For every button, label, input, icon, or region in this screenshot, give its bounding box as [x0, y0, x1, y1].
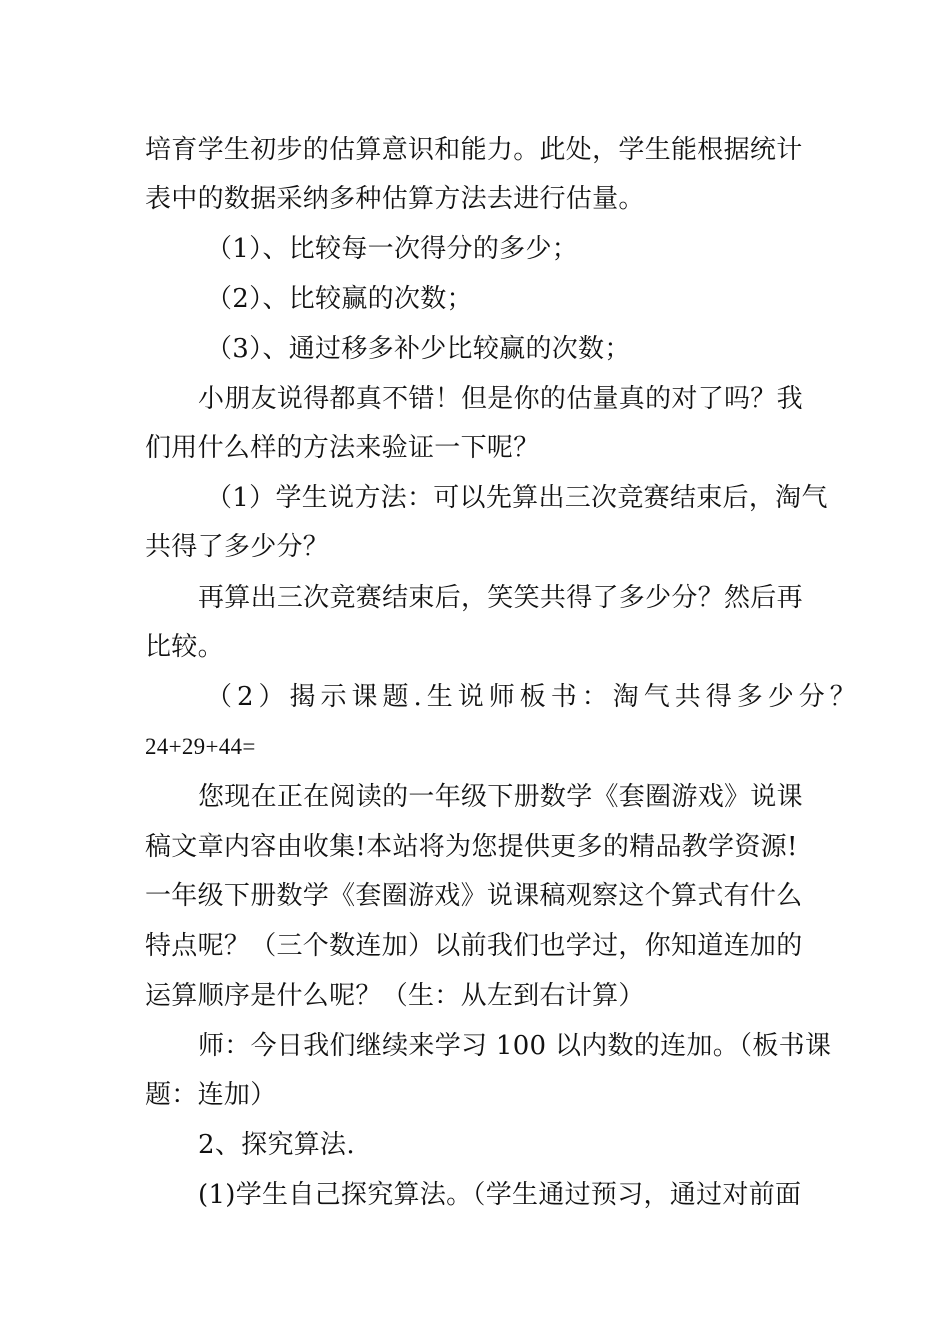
text-line: 比较。 — [145, 632, 224, 662]
text-line: 运算顺序是什么呢？（生：从左到右计算） — [145, 981, 645, 1011]
text-line: （2）揭示课题.生说师板书：淘气共得多少分？ — [206, 682, 861, 712]
text-line: （1）学生说方法：可以先算出三次竞赛结束后，淘气 — [206, 483, 828, 513]
text-line: 稿文章内容由收集!本站将为您提供更多的精品教学资源! — [145, 832, 798, 862]
text-line: 小朋友说得都真不错！但是你的估量真的对了吗？我 — [198, 384, 803, 414]
list-item: （2）、比较赢的次数； — [206, 284, 473, 314]
list-item: （3）、通过移多补少比较赢的次数； — [206, 334, 631, 364]
text-line: 师：今日我们继续来学习 100 以内数的连加。（板书课 — [198, 1031, 832, 1061]
text-line: 表中的数据采纳多种估算方法去进行估量。 — [145, 184, 645, 214]
section-heading: 2、探究算法. — [198, 1130, 355, 1160]
text-line: 特点呢？（三个数连加）以前我们也学过，你知道连加的 — [145, 931, 803, 961]
text-line: 培育学生初步的估算意识和能力。此处，学生能根据统计 — [145, 135, 803, 165]
text-line: (1)学生自己探究算法。（学生通过预习，通过对前面 — [198, 1180, 802, 1210]
text-line: 一年级下册数学《套圈游戏》说课稿观察这个算式有什么 — [145, 881, 803, 911]
text-line: 再算出三次竞赛结束后，笑笑共得了多少分？然后再 — [198, 583, 803, 613]
formula-line: 24+29+44= — [145, 734, 256, 759]
list-item: （1）、比较每一次得分的多少； — [206, 234, 579, 264]
text-line: 您现在正在阅读的一年级下册数学《套圈游戏》说课 — [198, 782, 803, 812]
text-line: 共得了多少分？ — [145, 532, 330, 562]
text-line: 题：连加） — [145, 1080, 277, 1110]
text-line: 们用什么样的方法来验证一下呢？ — [145, 433, 540, 463]
